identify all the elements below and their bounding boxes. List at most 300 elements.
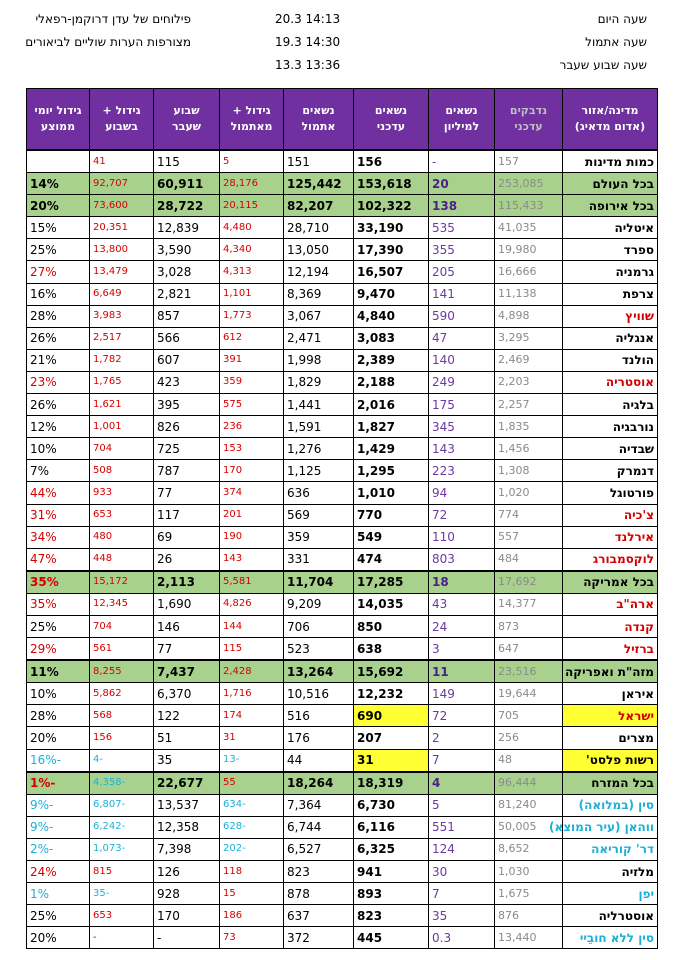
country-name-cell: ברזיל [563,638,658,661]
last-week-cell: 857 [154,305,220,327]
col-header-text: נדבקים [509,104,548,117]
country-name-cell: מצרים [563,727,658,749]
last-week-cell: 117 [154,504,220,526]
current-cases-cell: 638 [354,638,429,661]
last-week-cell: 787 [154,460,220,482]
country-name-cell: צ'כיה [563,504,658,526]
tested-cell: 115,433 [495,195,563,217]
tested-cell: 557 [495,526,563,548]
last-week-cell: 826 [154,416,220,438]
per-million-cell: 94 [429,482,495,504]
growth-day-cell: -628 [220,816,284,838]
growth-day-cell: 4,340 [220,239,284,261]
current-cases-cell: 207 [354,727,429,749]
per-million-cell: 535 [429,217,495,239]
per-million-cell: - [429,150,495,173]
last-week-cell: 7,437 [154,660,220,683]
tested-cell: 48 [495,749,563,772]
table-row [27,217,658,239]
table-row [27,861,658,883]
daily-avg-cell: 25% [27,905,90,927]
col-header-sub: מאתמול [230,120,273,133]
daily-avg-cell: -9% [27,816,90,838]
current-cases-cell: 823 [354,905,429,927]
daily-avg-cell: 20% [27,195,90,217]
table-row [27,883,658,905]
current-cases-cell: 14,035 [354,593,429,615]
daily-avg-cell: 26% [27,394,90,416]
growth-week-cell: 20,351 [90,217,154,239]
tested-cell: 873 [495,615,563,637]
growth-day-cell: 1,716 [220,683,284,705]
last-week-cell: 423 [154,371,220,393]
country-name-cell: דנמרק [563,460,658,482]
daily-avg-cell: 10% [27,683,90,705]
last-week-cell: 77 [154,638,220,661]
per-million-cell: 18 [429,571,495,594]
current-cases-cell: 15,692 [354,660,429,683]
col-header-text: גידול יומי [34,104,82,117]
col-header-daily-avg [27,89,90,151]
tested-cell: 96,444 [495,772,563,795]
last-week-cell: - [154,927,220,949]
current-cases-cell: 1,827 [354,416,429,438]
daily-avg-cell: 12% [27,416,90,438]
daily-avg-cell: 35% [27,571,90,594]
current-cases-cell: 941 [354,861,429,883]
last-week-cell: 60,911 [154,173,220,195]
last-week-cell: 725 [154,438,220,460]
growth-week-cell: 1,765 [90,371,154,393]
current-cases-cell: 690 [354,705,429,727]
col-header-current [354,89,429,151]
col-header-sub: למיליון [443,120,480,133]
per-million-cell: 175 [429,394,495,416]
table-row [27,173,658,195]
growth-week-cell: 156 [90,727,154,749]
growth-week-cell: 653 [90,504,154,526]
growth-day-cell: 2,428 [220,660,284,683]
growth-day-cell: 612 [220,327,284,349]
current-cases-cell: 153,618 [354,173,429,195]
table-row [27,504,658,526]
growth-day-cell: 20,115 [220,195,284,217]
growth-week-cell: 6,649 [90,283,154,305]
current-cases-cell: 9,470 [354,283,429,305]
tested-cell: 14,377 [495,593,563,615]
growth-week-cell: 41 [90,150,154,173]
table-row [27,150,658,173]
yesterday-cases-cell: 10,516 [284,683,354,705]
yesterday-cases-cell: 523 [284,638,354,661]
current-cases-cell: 33,190 [354,217,429,239]
current-cases-cell: 445 [354,927,429,949]
growth-day-cell: 186 [220,905,284,927]
col-header-sub: בשבוע [105,120,138,133]
country-name-cell: סין ללא חובֵיי [563,927,658,949]
table-row [27,660,658,683]
growth-day-cell: 4,313 [220,261,284,283]
daily-avg-cell [27,150,90,173]
col-header-sub: עדכני [514,120,543,133]
yesterday-cases-cell: 151 [284,150,354,173]
growth-day-cell: 31 [220,727,284,749]
daily-avg-cell: 20% [27,727,90,749]
yesterday-cases-cell: 82,207 [284,195,354,217]
table-row [27,593,658,615]
country-name-cell: אירלנד [563,526,658,548]
tested-cell: 2,203 [495,371,563,393]
table-row [27,482,658,504]
per-million-cell: 20 [429,173,495,195]
daily-avg-cell: 10% [27,438,90,460]
yesterday-cases-cell: 1,125 [284,460,354,482]
current-cases-cell: 2,016 [354,394,429,416]
tested-cell: 23,516 [495,660,563,683]
table-row [27,327,658,349]
country-name-cell: שוויץ [563,305,658,327]
tested-cell: 1,835 [495,416,563,438]
growth-week-cell: 653 [90,905,154,927]
last-week-cell: 607 [154,349,220,371]
yesterday-cases-cell: 18,264 [284,772,354,795]
yesterday-cases-cell: 1,998 [284,349,354,371]
per-million-cell: 30 [429,861,495,883]
col-header-text: מדינה/אזור [581,104,639,117]
col-header-text: שבוע [173,104,200,117]
growth-week-cell: -6,242 [90,816,154,838]
country-name-cell: בכל המזרח [563,772,658,795]
growth-week-cell: 3,983 [90,305,154,327]
daily-avg-cell: -2% [27,838,90,860]
yesterday-cases-cell: 176 [284,727,354,749]
per-million-cell: 72 [429,504,495,526]
per-million-cell: 149 [429,683,495,705]
per-million-cell: 590 [429,305,495,327]
daily-avg-cell: -16% [27,749,90,772]
current-cases-cell: 102,322 [354,195,429,217]
table-row [27,772,658,795]
per-million-cell: 141 [429,283,495,305]
growth-day-cell: 118 [220,861,284,883]
footnotes-note: מצורפות הערות שוליים לביאורים [25,35,191,49]
daily-avg-cell: 44% [27,482,90,504]
tested-cell: 256 [495,727,563,749]
daily-avg-cell: 31% [27,504,90,526]
tested-cell: 876 [495,905,563,927]
table-row [27,615,658,637]
growth-week-cell: 2,517 [90,327,154,349]
last-week-cell: 2,113 [154,571,220,594]
yesterday-cases-cell: 1,276 [284,438,354,460]
per-million-cell: 2 [429,727,495,749]
country-name-cell: צרפת [563,283,658,305]
daily-avg-cell: 7% [27,460,90,482]
tested-cell: 1,020 [495,482,563,504]
col-header-sub: ממוצע [40,120,76,133]
per-million-cell: 47 [429,327,495,349]
current-cases-cell: 6,116 [354,816,429,838]
table-row [27,283,658,305]
yesterday-cases-cell: 7,364 [284,794,354,816]
growth-week-cell: 561 [90,638,154,661]
country-name-cell: ארה"ב [563,593,658,615]
country-name-cell: רשות פלסט' [563,749,658,772]
per-million-cell: 205 [429,261,495,283]
daily-avg-cell: 28% [27,305,90,327]
growth-day-cell: 1,101 [220,283,284,305]
last-week-cell: 122 [154,705,220,727]
growth-day-cell: 153 [220,438,284,460]
growth-day-cell: 4,826 [220,593,284,615]
table-row [27,794,658,816]
per-million-cell: 803 [429,548,495,571]
current-cases-cell: 2,188 [354,371,429,393]
tested-cell: 81,240 [495,794,563,816]
daily-avg-cell: 35% [27,593,90,615]
col-header-growth-week [90,89,154,151]
growth-day-cell: 201 [220,504,284,526]
country-name-cell: גרמניה [563,261,658,283]
tested-cell: 11,138 [495,283,563,305]
last-week-cell: 28,722 [154,195,220,217]
current-cases-cell: 16,507 [354,261,429,283]
country-name-cell: ספרד [563,239,658,261]
time-yesterday-value: 19.3 14:30 [275,35,341,49]
yesterday-cases-cell: 516 [284,705,354,727]
country-name-cell: דר' קוריאה [563,838,658,860]
author-credit: פילוחים של עדן דרוקמן-רפאלי [35,12,191,26]
daily-avg-cell: -9% [27,794,90,816]
growth-week-cell: 480 [90,526,154,548]
growth-day-cell: 115 [220,638,284,661]
table-row [27,749,658,772]
col-header-sub: (אדום מדאיג) [574,120,646,133]
per-million-cell: 124 [429,838,495,860]
growth-week-cell: 1,001 [90,416,154,438]
growth-week-cell: 508 [90,460,154,482]
tested-cell: 50,005 [495,816,563,838]
table-body [27,150,658,949]
growth-week-cell: 933 [90,482,154,504]
daily-avg-cell: 23% [27,371,90,393]
last-week-cell: 35 [154,749,220,772]
per-million-cell: 138 [429,195,495,217]
last-week-cell: 22,677 [154,772,220,795]
current-cases-cell: 6,730 [354,794,429,816]
tested-cell: 8,652 [495,838,563,860]
country-name-cell: ווהאן (עיר המוצא) [563,816,658,838]
col-header-tested [495,89,563,151]
last-week-cell: 26 [154,548,220,571]
growth-day-cell: 174 [220,705,284,727]
per-million-cell: 3 [429,638,495,661]
last-week-cell: 1,690 [154,593,220,615]
per-million-cell: 223 [429,460,495,482]
per-million-cell: 43 [429,593,495,615]
per-million-cell: 5 [429,794,495,816]
current-cases-cell: 770 [354,504,429,526]
growth-week-cell: 73,600 [90,195,154,217]
table-row [27,349,658,371]
per-million-cell: 7 [429,749,495,772]
daily-avg-cell: 25% [27,239,90,261]
tested-cell: 17,692 [495,571,563,594]
current-cases-cell: 1,295 [354,460,429,482]
daily-avg-cell: 29% [27,638,90,661]
col-header-text: גידול + [102,104,141,117]
tested-cell: 484 [495,548,563,571]
country-name-cell: כמות מדינות [563,150,658,173]
last-week-cell: 7,398 [154,838,220,860]
table-row [27,394,658,416]
growth-week-cell: 15,172 [90,571,154,594]
tested-cell: 647 [495,638,563,661]
tested-cell: 16,666 [495,261,563,283]
growth-day-cell: 391 [220,349,284,371]
daily-avg-cell: 11% [27,660,90,683]
growth-week-cell: -35 [90,883,154,905]
tested-cell: 41,035 [495,217,563,239]
current-cases-cell: 893 [354,883,429,905]
table-header-row [27,89,658,151]
current-cases-cell: 12,232 [354,683,429,705]
current-cases-cell: 17,390 [354,239,429,261]
per-million-cell: 11 [429,660,495,683]
daily-avg-cell: 1% [27,883,90,905]
daily-avg-cell: 26% [27,327,90,349]
last-week-cell: 12,358 [154,816,220,838]
growth-week-cell: -4,358 [90,772,154,795]
time-today-value: 20.3 14:13 [275,12,341,26]
tested-cell: 705 [495,705,563,727]
col-header-text: גידול + [232,104,271,117]
table-row [27,416,658,438]
daily-avg-cell: 20% [27,927,90,949]
growth-week-cell: 8,255 [90,660,154,683]
col-header-sub: אתמול [301,120,336,133]
table-row [27,571,658,594]
last-week-cell: 13,537 [154,794,220,816]
growth-week-cell: 13,800 [90,239,154,261]
last-week-cell: 77 [154,482,220,504]
current-cases-cell: 474 [354,548,429,571]
tested-cell: 4,898 [495,305,563,327]
country-name-cell: בלגיה [563,394,658,416]
current-cases-cell: 2,389 [354,349,429,371]
tested-cell: 157 [495,150,563,173]
yesterday-cases-cell: 372 [284,927,354,949]
daily-avg-cell: 16% [27,283,90,305]
yesterday-cases-cell: 637 [284,905,354,927]
country-name-cell: בכל אמריקה [563,571,658,594]
growth-week-cell: 13,479 [90,261,154,283]
last-week-cell: 115 [154,150,220,173]
table-row [27,371,658,393]
table-row [27,927,658,949]
last-week-cell: 3,590 [154,239,220,261]
yesterday-cases-cell: 44 [284,749,354,772]
country-name-cell: הולנד [563,349,658,371]
growth-week-cell: 12,345 [90,593,154,615]
table-row [27,638,658,661]
country-name-cell: סין (במלואה) [563,794,658,816]
growth-week-cell: 1,782 [90,349,154,371]
yesterday-cases-cell: 13,050 [284,239,354,261]
yesterday-cases-cell: 706 [284,615,354,637]
tested-cell: 253,085 [495,173,563,195]
table-row [27,305,658,327]
tested-cell: 2,257 [495,394,563,416]
current-cases-cell: 850 [354,615,429,637]
growth-day-cell: 144 [220,615,284,637]
per-million-cell: 24 [429,615,495,637]
last-week-cell: 395 [154,394,220,416]
current-cases-cell: 6,325 [354,838,429,860]
country-name-cell: בכל העולם [563,173,658,195]
tested-cell: 13,440 [495,927,563,949]
country-name-cell: יפן [563,883,658,905]
growth-day-cell: 170 [220,460,284,482]
per-million-cell: 7 [429,883,495,905]
last-week-cell: 3,028 [154,261,220,283]
country-name-cell: מזה"ת ואפריקה [563,660,658,683]
col-header-sub: עדכני [376,120,406,133]
growth-week-cell: 448 [90,548,154,571]
yesterday-cases-cell: 28,710 [284,217,354,239]
growth-day-cell: 236 [220,416,284,438]
daily-avg-cell: 21% [27,349,90,371]
growth-week-cell: -6,807 [90,794,154,816]
yesterday-cases-cell: 6,744 [284,816,354,838]
growth-day-cell: 359 [220,371,284,393]
growth-day-cell: 28,176 [220,173,284,195]
table-row [27,261,658,283]
daily-avg-cell: 15% [27,217,90,239]
growth-week-cell: 92,707 [90,173,154,195]
table-row [27,816,658,838]
covid-stats-table [26,88,658,949]
yesterday-cases-cell: 3,067 [284,305,354,327]
country-name-cell: איראן [563,683,658,705]
table-row [27,195,658,217]
daily-avg-cell: 47% [27,548,90,571]
growth-week-cell: 704 [90,438,154,460]
yesterday-cases-cell: 823 [284,861,354,883]
last-week-cell: 51 [154,727,220,749]
table-row [27,438,658,460]
yesterday-cases-cell: 1,591 [284,416,354,438]
yesterday-cases-cell: 12,194 [284,261,354,283]
country-name-cell: קנדה [563,615,658,637]
table-row [27,905,658,927]
growth-day-cell: -634 [220,794,284,816]
yesterday-cases-cell: 9,209 [284,593,354,615]
yesterday-cases-cell: 331 [284,548,354,571]
yesterday-cases-cell: 6,527 [284,838,354,860]
growth-day-cell: 374 [220,482,284,504]
last-week-cell: 146 [154,615,220,637]
growth-day-cell: 5,581 [220,571,284,594]
yesterday-cases-cell: 359 [284,526,354,548]
table-row [27,460,658,482]
tested-cell: 1,308 [495,460,563,482]
per-million-cell: 0.3 [429,927,495,949]
col-header-text: נשאים [445,104,478,117]
time-yesterday-label: שעה אתמול [585,35,647,49]
current-cases-cell: 17,285 [354,571,429,594]
tested-cell: 1,456 [495,438,563,460]
